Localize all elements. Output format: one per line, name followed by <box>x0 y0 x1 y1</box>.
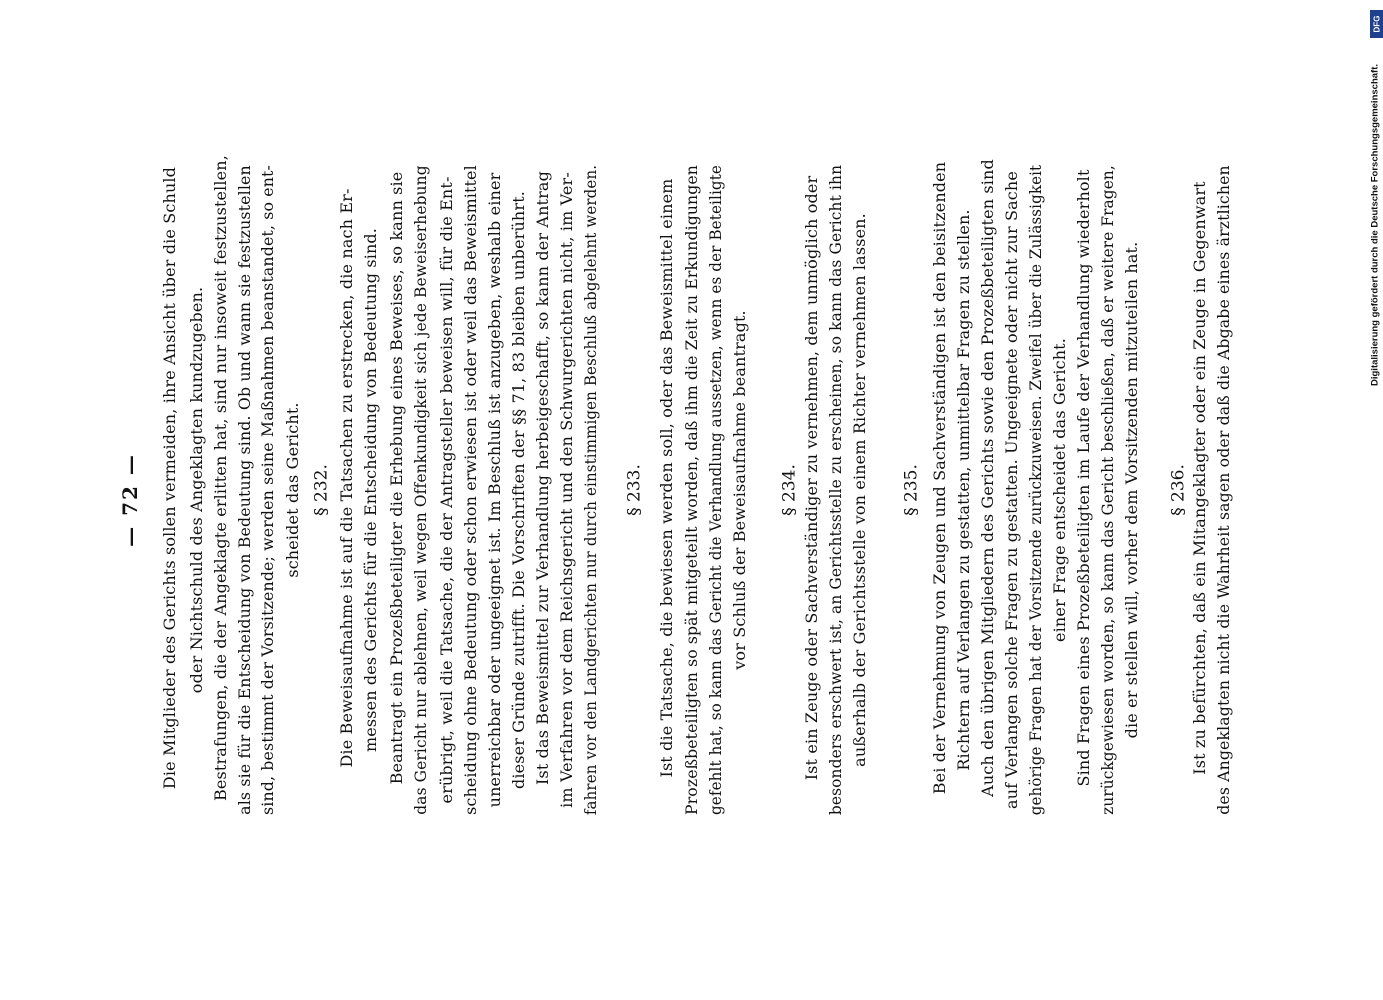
text-line: auf Verlangen solche Fragen zu gestatten. Ungeeignete oder nicht zur Sache <box>1002 171 1021 809</box>
text-line: vor Schluß der Beweisaufnahme beantragt. <box>730 310 749 670</box>
text-line: Ist die Tatsache, die bewiesen werden soll, oder das Beweismittel einem <box>657 178 676 778</box>
text-line: erübrigt, weil die Tatsache, die der Antragsteller beweisen will, für die Ent- <box>437 176 456 804</box>
text-line: sind, bestimmt der Vorsitzende; werden seine Maßnahmen beanstandet, so ent- <box>258 165 277 815</box>
section-heading: § 236. <box>1168 464 1189 516</box>
text-line: dieser Gründe zutrifft. Die Vorschriften der §§ 71, 83 bleiben unberührt. <box>509 190 528 790</box>
text-line: Ist zu befürchten, daß ein Mitangeklagter oder ein Zeuge in Gegenwart <box>1190 181 1209 775</box>
text-line: Die Beweisaufnahme ist auf die Tatsachen zu erstrecken, die nach Er- <box>337 188 356 768</box>
text-line: Prozeßbeteiligten so spät mitgeteilt worden, daß ihm die Zeit zu Erkundigungen <box>682 165 701 815</box>
text-line: Sind Fragen eines Prozeßbeteiligten im Laufe der Verhandlung wiederholt <box>1074 169 1093 787</box>
text-line: einer Frage entscheidet das Gericht. <box>1050 338 1069 642</box>
text-line: des Angeklagten nicht die Wahrheit sagen oder daß die Abgabe eines ärztlichen <box>1214 165 1233 815</box>
text-line: Ist ein Zeuge oder Sachverständiger zu vernehmen, dem unmöglich oder <box>802 175 821 781</box>
section-heading: § 232. <box>311 464 332 516</box>
text-line: gehörige Fragen hat der Vorsitzende zurückzuweisen. Zweifel über die Zulässigkeit <box>1026 164 1045 816</box>
text-line: Beantragt ein Prozeßbeteiligter die Erhebung eines Beweises, so kann sie <box>387 171 406 785</box>
digitization-credit: Digitalisierung gefördert durch die Deutsche Forschungsgemeinschaft. <box>1369 64 1381 386</box>
text-line: im Verfahren vor dem Reichsgericht und den Schwurgerichten nicht, im Ver- <box>557 172 576 808</box>
text-line: Ist das Beweismittel zur Verhandlung herbeigeschafft, so kann der Antrag <box>533 170 552 786</box>
text-line: zurückgewiesen worden, so kann das Gericht beschließen, daß er weitere Fragen, <box>1098 165 1117 815</box>
text-line: als sie für die Entscheidung von Bedeutung sind. Ob und wann sie festzustellen <box>235 165 254 815</box>
text-line: besonders erschwert ist, an Gerichtsstelle zu erscheinen, so kann das Gericht ihn <box>826 164 845 816</box>
text-line: Richtern auf Verlangen zu gestatten, unmittelbar Fragen zu stellen. <box>954 209 973 771</box>
page-number: — 72 — <box>118 453 142 547</box>
text-line: oder Nichtschuld des Angeklagten kundzugeben. <box>187 286 206 694</box>
text-line: messen des Gerichts für die Entscheidung von Bedeutung sind. <box>361 227 380 753</box>
text-line: das Gericht nur ablehnen, weil wegen Offenkundigkeit sich jede Beweiserhebung <box>411 165 430 815</box>
dfg-logo <box>1370 10 1383 38</box>
text-line: Bei der Vernehmung von Zeugen und Sachverständigen ist den beisitzenden <box>930 161 949 795</box>
section-heading: § 235. <box>901 464 922 516</box>
dfg-logo-text: DFG <box>1372 15 1381 33</box>
text-line: Auch den übrigen Mitgliedern des Gerichts sowie den Prozeßbeteiligten sind <box>978 159 997 797</box>
section-heading: § 233. <box>624 464 645 516</box>
text-line: außerhalb der Gerichtsstelle von einem Richter vernehmen lassen. <box>850 213 869 767</box>
text-line: die er stellen will, vorher dem Vorsitzenden mitzuteilen hat. <box>1122 241 1141 739</box>
text-line: gefehlt hat, so kann das Gericht die Verhandlung aussetzen, wenn es der Beteiligte <box>706 164 725 816</box>
text-line: Bestrafungen, die der Angeklagte erlitten hat, sind nur insoweit festzustellen, <box>211 155 230 801</box>
text-line: unerreichbar oder ungeeignet ist. Im Beschluß ist anzugeben, weshalb einer <box>485 172 504 808</box>
text-line: Die Mitglieder des Gerichts sollen vermeiden, ihre Ansicht über die Schuld <box>160 166 179 790</box>
text-line: scheidet das Gericht. <box>283 402 302 578</box>
text-line: fahren vor den Landgerichten nur durch einstimmigen Beschluß abgelehnt werden. <box>581 164 600 816</box>
text-line: scheidung ohne Bedeutung oder schon erwiesen ist oder weil das Beweismittel <box>461 165 480 815</box>
section-heading: § 234. <box>779 464 800 516</box>
